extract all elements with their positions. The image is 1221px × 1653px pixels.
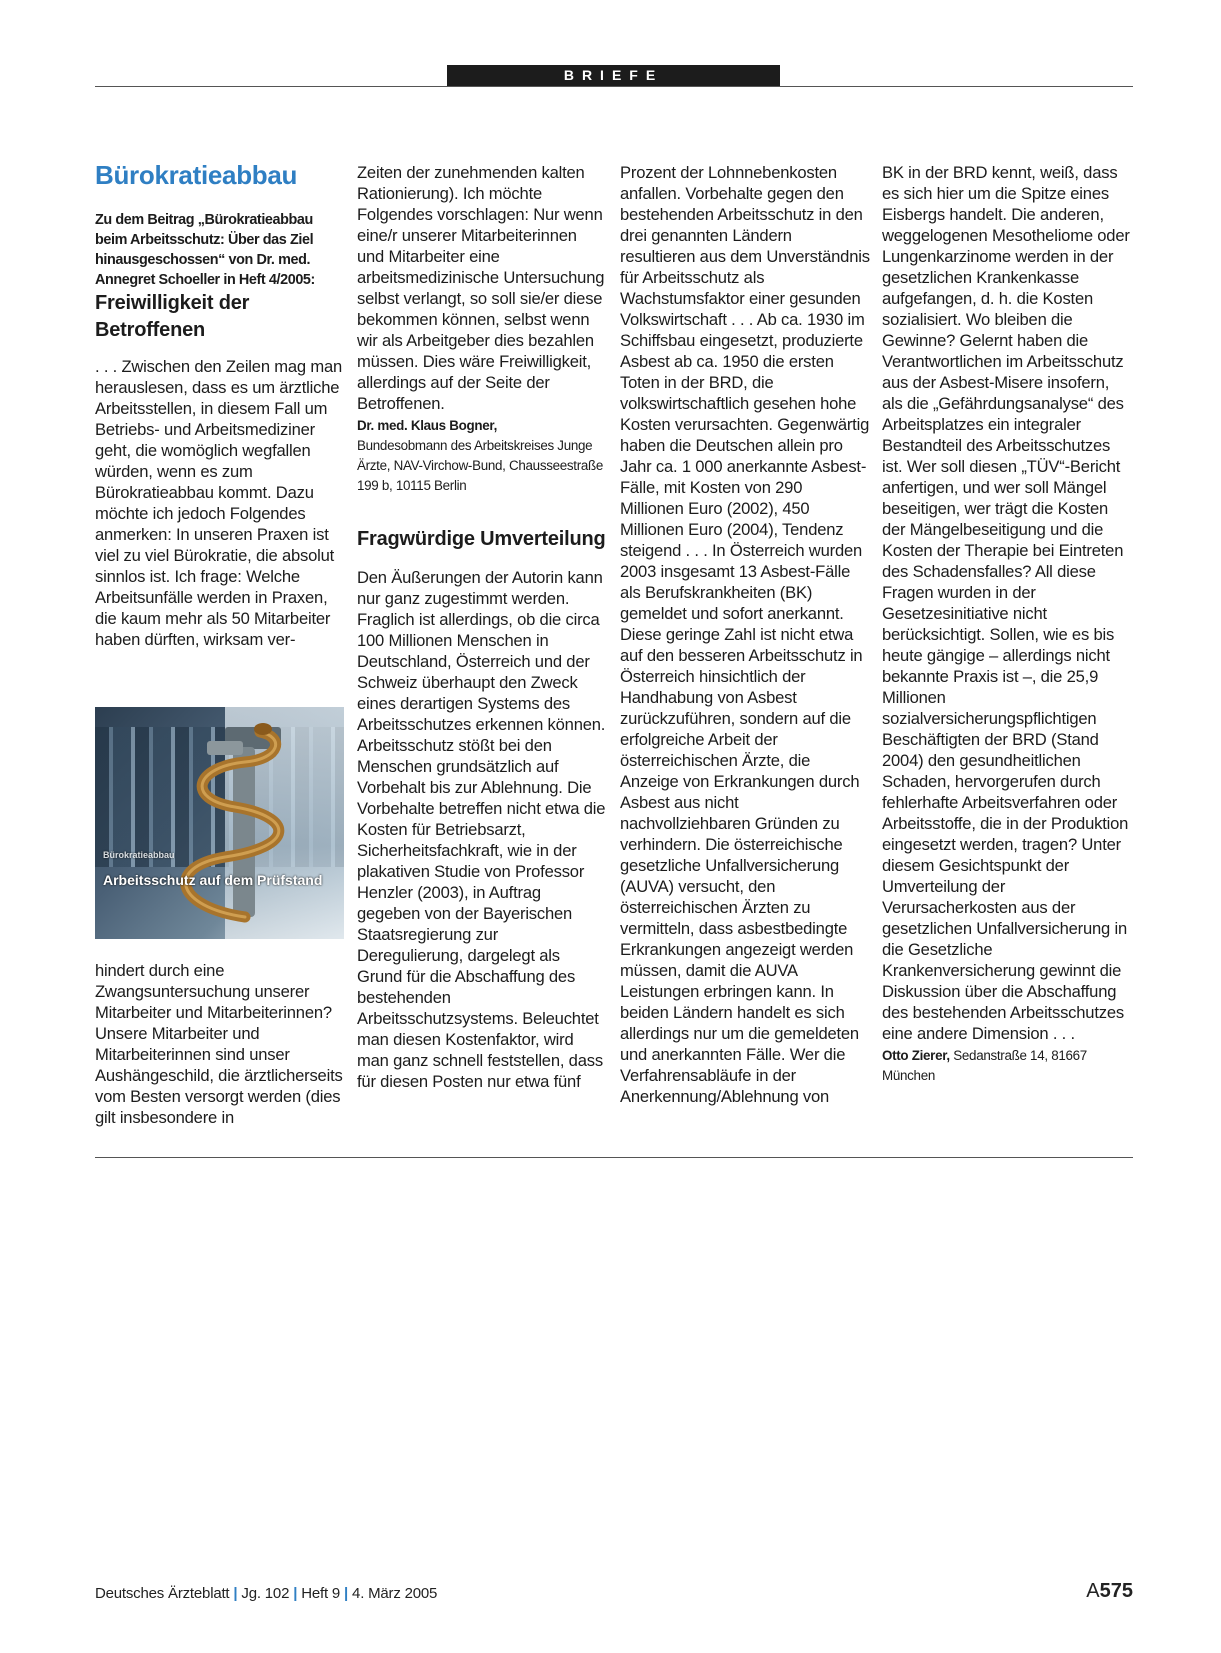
letter1-author: Dr. med. Klaus Bogner, <box>357 418 497 433</box>
column-4 <box>882 162 1132 1086</box>
footer <box>95 1585 437 1602</box>
footer-journal: Deutsches Ärzteblatt <box>95 1585 230 1602</box>
letter2-text-a: Den Äußerungen der Autorin kann nur ganz zugestimmt werden. Fraglich ist allerdings, ob die circa 100 Millionen Menschen in Deutschland, Österreich und der Schweiz überhaupt den Zweck eines derartigen Systems des Arbeitsschutzes erkennen können. Arbeitsschutz stößt bei den Menschen grundsätzlich auf Vorbehalt bis zur Ablehnung. Die Vorbehalte betreffen nicht etwa die Kosten für Betriebsarzt, Sicherheitsfachkraft, wie in der plakativen Studie von Professor Henzler (2003), in Auftrag gegeben von der Bayerischen Staatsregierung zur Deregulierung, dargelegt als Grund für die Abschaffung des bestehenden Arbeitsschutzsystems. Beleuchtet man diesen Kostenfaktor, wird man ganz schnell feststellen, dass für diesen Posten nur etwa fünf <box>357 568 606 1091</box>
footer-separator: | <box>344 1585 349 1602</box>
bottom-rule <box>95 1157 1133 1158</box>
footer-date: 4. März 2005 <box>352 1585 438 1602</box>
letter2-signature <box>882 1046 1132 1086</box>
image-caption <box>103 847 322 889</box>
letter2-affiliation: Sedanstraße 14, 81667 München <box>882 1048 1087 1083</box>
column-2 <box>357 162 607 1092</box>
column-1 <box>95 160 345 650</box>
footer-issue: Heft 9 <box>301 1585 341 1602</box>
letter1-affiliation: Bundesobmann des Arbeitskreises Junge Ärzte, NAV-Virchow-Bund, Chausseestraße 199 b, 10115 Berlin <box>357 438 604 493</box>
top-rule <box>95 86 1133 87</box>
footer-separator: | <box>233 1585 238 1602</box>
letter2-heading: Fragwürdige Umverteilung <box>357 528 606 550</box>
letter1-heading: Freiwilligkeit der Betroffenen <box>95 292 250 341</box>
letter1-text-c: Zeiten der zunehmenden kalten Rationierung). Ich möchte Folgendes vorschlagen: Nur wenn eine/r unserer Mitarbeiterinnen und Mitarbeiter eine arbeitsmedizinische Untersuchung selbst verlangt, so soll sie/er diese bekommen können, selbst wenn wir als Arbeitgeber dies bezahlen müssen. Dies wäre Freiwilligkeit, allerdings auf der Seite der Betroffenen. <box>357 163 605 413</box>
letter2-text-b: Prozent der Lohnnebenkosten anfallen. Vorbehalte gegen den bestehenden Arbeitsschutz in den drei genannten Ländern resultieren aus dem Unverständnis für Arbeitsschutz als Wachstumsfaktor einer gesunden Volkswirtschaft . . . Ab ca. 1930 im Schiffsbau eingesetzt, produzierte Asbest ab ca. 1950 die ersten Toten in der BRD, die volkswirtschaftlich gesehen hohe Kosten verursachten. Gegenwärtig haben die Deutschen allein pro Jahr ca. 1 000 anerkannte Asbest-Fälle, mit Kosten von 290 Millionen Euro (2002), 450 Millionen Euro (2004), Tendenz steigend . . . In Österreich wurden 2003 insgesamt 13 Asbest-Fälle als Berufskrankheiten (BK) gemeldet und sofort anerkannt. Diese geringe Zahl ist nicht etwa auf den besseren Arbeitsschutz in Österreich hinsichtlich der Handhabung von Asbest zurückzuführen, sondern auf die erfolgreiche Arbeit der österreichischen Ärzte, die Anzeige von Erkrankungen durch Asbest aus nicht nachvollziehbaren Gründen zu verhindern. Die österreichische gesetzliche Unfallversicherung (AUVA) versucht, den österreichischen Ärzten zu vermitteln, dass asbestbedingte Erkrankungen angezeigt werden müssen, damit die AUVA Leistungen erbringen kann. In beiden Ländern handelt es sich allerdings nur um die gemeldeten und anerkannten Fälle. Wer die Verfahrensabläufe in der Anerkennung/Ablehnung von <box>620 163 870 1106</box>
letter2-author: Otto Zierer, <box>882 1048 950 1063</box>
column-1-continued <box>95 960 345 1128</box>
section-header: BRIEFE <box>447 65 780 86</box>
snake-wrench-illustration <box>95 707 344 939</box>
letter1-signature <box>357 416 607 496</box>
page-prefix: A <box>1086 1580 1100 1602</box>
column-3 <box>620 162 870 1107</box>
footer-separator: | <box>293 1585 298 1602</box>
article-intro: Zu dem Beitrag „Bürokratieabbau beim Arbeitsschutz: Über das Ziel hinausgeschossen“ von Dr. med. Annegret Schoeller in Heft 4/2005: <box>95 212 315 288</box>
image-caption-main: Arbeitsschutz auf dem Prüfstand <box>103 872 323 888</box>
letter1-text-a: . . . Zwischen den Zeilen mag man herauslesen, dass es um ärztliche Arbeitsstellen, in diesem Fall um Betriebs- und Arbeitsmediziner geht, die womöglich wegfallen würden, wenn es zum Bürokratieabbau kommt. Dazu möchte ich jedoch Folgendes anmerken: In unseren Praxen ist viel zu viel Bürokratie, die absolut sinnlos ist. Ich frage: Welche Arbeitsunfälle werden in Praxen, die kaum mehr als 50 Mitarbeiter haben dürften, wirksam ver- <box>95 357 343 649</box>
article-image <box>95 707 344 939</box>
letter1-text-b: hindert durch eine Zwangsuntersuchung unserer Mitarbeiter und Mitarbeiterinnen? Unsere Mitarbeiter und Mitarbeiterinnen sind unser Aushängeschild, die ärztlicherseits vom Besten versorgt werden (dies gilt insbesondere in <box>95 961 343 1127</box>
article-title: Bürokratieabbau <box>95 160 298 190</box>
footer-volume: Jg. 102 <box>241 1585 290 1602</box>
page-number-value: 575 <box>1099 1580 1133 1602</box>
letter2-text-c: BK in der BRD kennt, weiß, dass es sich hier um die Spitze eines Eisbergs handelt. Die anderen, weggelogenen Mesotheliome oder Lungenkarzinome werden in der gesetzlichen Krankenkasse aufgefangen, d. h. die Kosten sozialisiert. Wo bleiben die Gewinne? Gelernt haben die Verantwortlichen im Arbeitsschutz aus der Asbest-Misere insofern, als die „Gefährdungsanalyse“ des Arbeitsplatzes ein integraler Bestandteil des Arbeitsschutzes ist. Wer soll diesen „TÜV“-Bericht anfertigen, und wer soll Mängel beseitigen, wer trägt die Kosten der Mängelbeseitigung und die Kosten der Therapie bei Eintreten des Schadensfalles? All diese Fragen wurden in der Gesetzesinitiative nicht berücksichtigt. Sollen, wie es bis heute gängige – allerdings nicht bekannte Praxis ist –, die 25,9 Millionen sozialversicherungspflichtigen Beschäftigten der BRD (Stand 2004) den gesundheitlichen Schaden, hervorgerufen durch fehlerhafte Arbeitsverfahren oder Arbeitsstoffe, die in der Produktion eingesetzt werden, tragen? Unter diesem Gesichtspunkt der Umverteilung der Verursacherkosten aus der gesetzlichen Unfallversicherung in die Gesetzliche Krankenversicherung gewinnt die Diskussion über die Abschaffung des bestehenden Arbeitsschutzes eine andere Dimension . . . <box>882 163 1130 1043</box>
image-caption-small: Bürokratieabbau <box>103 850 175 860</box>
page-number <box>1086 1580 1133 1603</box>
